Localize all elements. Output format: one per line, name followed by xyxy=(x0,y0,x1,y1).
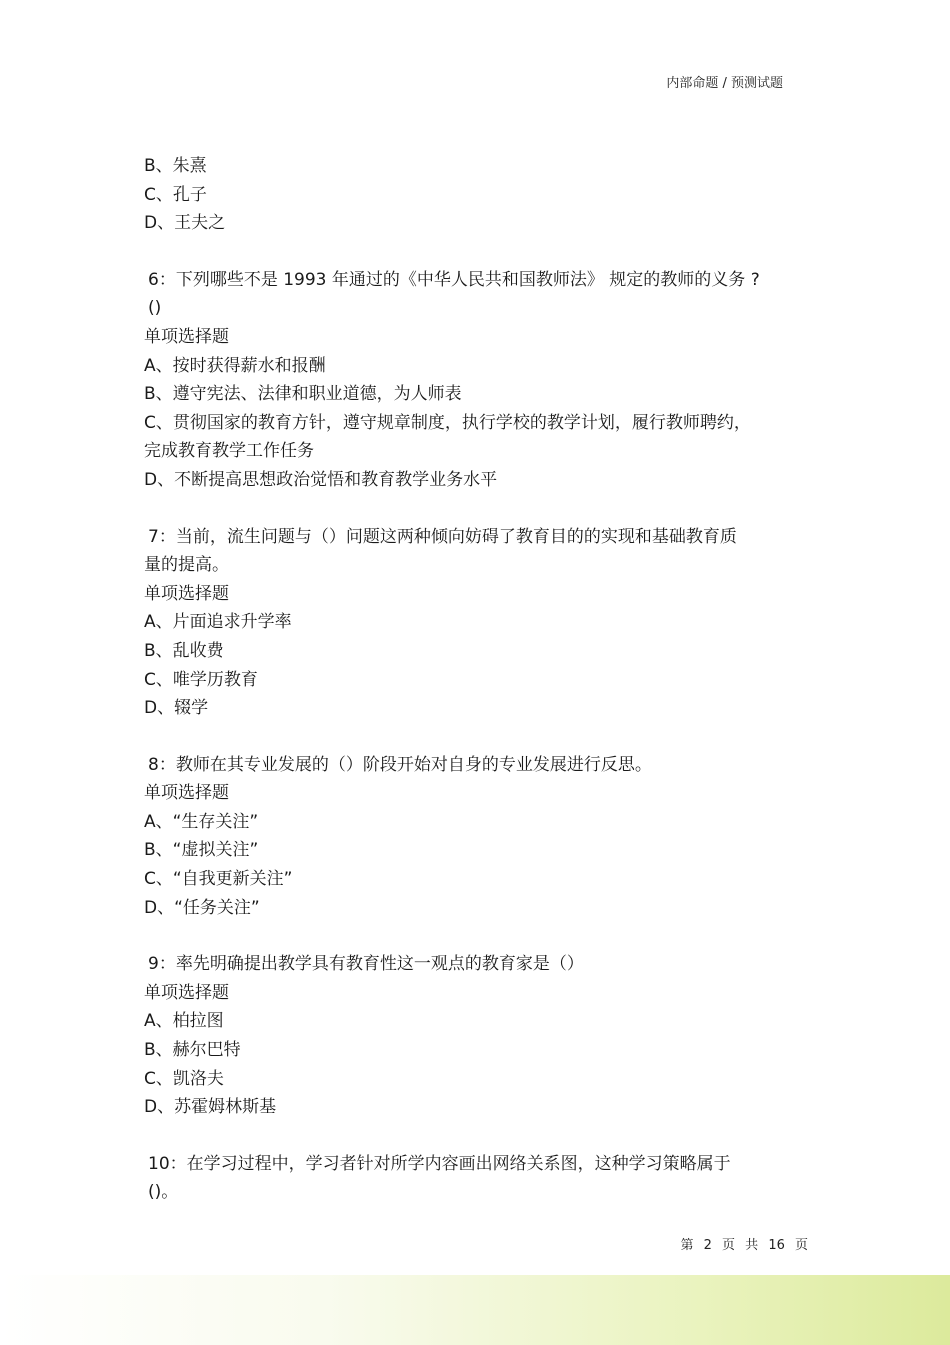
option: C、“自我更新关注” xyxy=(144,869,293,890)
option: D、不断提高思想政治觉悟和教育教学业务水平 xyxy=(144,469,498,490)
question-6 xyxy=(144,266,824,495)
option: C、凯洛夫 xyxy=(144,1068,224,1089)
question-type: 单项选择题 xyxy=(144,982,229,1003)
question-text: 10：在学习过程中，学习者针对所学内容画出网络关系图，这种学习策略属于 xyxy=(148,1153,731,1174)
question-10 xyxy=(144,1150,824,1207)
option: D、“任务关注” xyxy=(144,897,260,918)
option: C、唯学历教育 xyxy=(144,669,258,690)
option-continuation: 完成教育教学工作任务 xyxy=(144,441,314,462)
page-footer: 第 2 页 共 16 页 xyxy=(680,1238,808,1253)
option: D、苏霍姆林斯基 xyxy=(144,1097,277,1118)
option: B、赫尔巴特 xyxy=(144,1040,241,1061)
option-list xyxy=(144,152,824,238)
question-8 xyxy=(144,751,824,923)
question-9 xyxy=(144,950,824,1122)
option: D、辍学 xyxy=(144,698,209,719)
question-text: 8：教师在其专业发展的（）阶段开始对自身的专业发展进行反思。 xyxy=(148,754,652,775)
question-type: 单项选择题 xyxy=(144,326,229,347)
question-text: () xyxy=(148,298,162,319)
option: C、孔子 xyxy=(144,184,207,205)
option: A、柏拉图 xyxy=(144,1011,224,1032)
option: A、按时获得薪水和报酬 xyxy=(144,355,326,376)
question-type: 单项选择题 xyxy=(144,783,229,804)
option: B、“虚拟关注” xyxy=(144,840,259,861)
page-header: 内部命题 / 预测试题 xyxy=(666,76,783,91)
option: D、王夫之 xyxy=(144,213,226,234)
decorative-background-band xyxy=(0,1275,950,1345)
option: C、贯彻国家的教育方针，遵守规章制度，执行学校的教学计划，履行教师聘约， xyxy=(144,412,751,433)
document-body xyxy=(144,152,824,1207)
question-text: 6：下列哪些不是 1993 年通过的《中华人民共和国教师法》 规定的教师的义务 ? xyxy=(148,269,760,290)
question-7 xyxy=(144,523,824,723)
question-text: ()。 xyxy=(148,1182,179,1203)
option: B、遵守宪法、法律和职业道德，为人师表 xyxy=(144,384,462,405)
option: A、片面追求升学率 xyxy=(144,612,292,633)
option: A、“生存关注” xyxy=(144,811,259,832)
question-text: 9：率先明确提出教学具有教育性这一观点的教育家是（） xyxy=(148,954,584,975)
option: B、朱熹 xyxy=(144,156,207,176)
option: B、乱收费 xyxy=(144,640,224,661)
question-text: 量的提高。 xyxy=(144,555,229,576)
question-text: 7：当前，流生问题与（）问题这两种倾向妨碍了教育目的的实现和基础教育质 xyxy=(148,526,737,547)
question-type: 单项选择题 xyxy=(144,583,229,604)
